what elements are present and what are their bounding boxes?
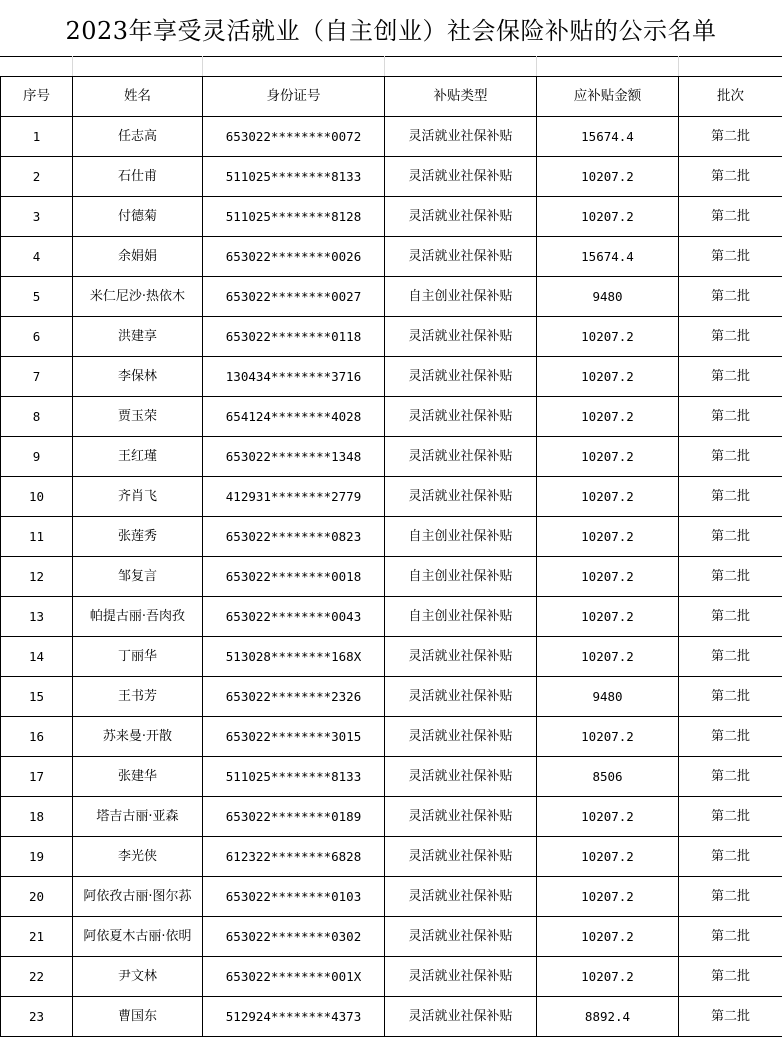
cell-amount: 10207.2 (537, 877, 679, 917)
cell-id-number: 653022********0026 (203, 237, 385, 277)
table-row (1, 437, 782, 477)
cell-amount: 9480 (537, 677, 679, 717)
cell-id-number: 653022********0823 (203, 517, 385, 557)
cell-id-number: 653022********2326 (203, 677, 385, 717)
cell-batch: 第二批 (679, 917, 782, 957)
grid-divider (536, 56, 537, 76)
table-row (1, 757, 782, 797)
cell-name: 阿依孜古丽·图尔荪 (73, 877, 203, 917)
cell-subsidy-type: 灵活就业社保补贴 (385, 317, 537, 357)
table-row (1, 997, 782, 1037)
cell-subsidy-type: 灵活就业社保补贴 (385, 797, 537, 837)
cell-batch: 第二批 (679, 157, 782, 197)
cell-batch: 第二批 (679, 757, 782, 797)
cell-amount: 10207.2 (537, 477, 679, 517)
cell-subsidy-type: 自主创业社保补贴 (385, 597, 537, 637)
table-row (1, 917, 782, 957)
cell-serial: 4 (1, 237, 73, 277)
page-title: 2023年享受灵活就业（自主创业）社会保险补贴的公示名单 (0, 0, 782, 57)
cell-id-number: 653022********0103 (203, 877, 385, 917)
cell-id-number: 512924********4373 (203, 997, 385, 1037)
cell-amount: 10207.2 (537, 837, 679, 877)
cell-id-number: 511025********8133 (203, 757, 385, 797)
cell-batch: 第二批 (679, 437, 782, 477)
cell-batch: 第二批 (679, 877, 782, 917)
cell-subsidy-type: 灵活就业社保补贴 (385, 157, 537, 197)
cell-serial: 2 (1, 157, 73, 197)
cell-id-number: 653022********0302 (203, 917, 385, 957)
cell-batch: 第二批 (679, 797, 782, 837)
table-header-row (1, 77, 782, 117)
cell-amount: 10207.2 (537, 397, 679, 437)
cell-amount: 10207.2 (537, 597, 679, 637)
cell-serial: 9 (1, 437, 73, 477)
cell-subsidy-type: 灵活就业社保补贴 (385, 757, 537, 797)
cell-name: 阿依夏木古丽·依明 (73, 917, 203, 957)
cell-amount: 10207.2 (537, 317, 679, 357)
cell-amount: 15674.4 (537, 237, 679, 277)
cell-batch: 第二批 (679, 677, 782, 717)
cell-name: 王红瑾 (73, 437, 203, 477)
cell-name: 苏来曼·开散 (73, 717, 203, 757)
cell-batch: 第二批 (679, 957, 782, 997)
cell-amount: 10207.2 (537, 557, 679, 597)
cell-serial: 5 (1, 277, 73, 317)
cell-batch: 第二批 (679, 837, 782, 877)
cell-id-number: 653022********1348 (203, 437, 385, 477)
cell-name: 李保林 (73, 357, 203, 397)
table-row (1, 637, 782, 677)
cell-amount: 10207.2 (537, 637, 679, 677)
cell-batch: 第二批 (679, 517, 782, 557)
cell-name: 齐肖飞 (73, 477, 203, 517)
cell-serial: 7 (1, 357, 73, 397)
cell-subsidy-type: 灵活就业社保补贴 (385, 877, 537, 917)
cell-amount: 8506 (537, 757, 679, 797)
cell-serial: 6 (1, 317, 73, 357)
cell-id-number: 653022********0043 (203, 597, 385, 637)
cell-id-number: 653022********0072 (203, 117, 385, 157)
cell-amount: 10207.2 (537, 517, 679, 557)
grid-divider (72, 56, 73, 76)
subsidy-table (0, 76, 782, 1037)
grid-divider (384, 56, 385, 76)
cell-serial: 3 (1, 197, 73, 237)
cell-id-number: 653022********0118 (203, 317, 385, 357)
cell-serial: 1 (1, 117, 73, 157)
cell-name: 余娟娟 (73, 237, 203, 277)
cell-serial: 14 (1, 637, 73, 677)
cell-subsidy-type: 灵活就业社保补贴 (385, 197, 537, 237)
cell-name: 洪建享 (73, 317, 203, 357)
cell-batch: 第二批 (679, 277, 782, 317)
cell-amount: 10207.2 (537, 917, 679, 957)
cell-amount: 10207.2 (537, 437, 679, 477)
table-row (1, 597, 782, 637)
cell-name: 付德菊 (73, 197, 203, 237)
header-id-number: 身份证号 (203, 77, 385, 117)
cell-name: 王书芳 (73, 677, 203, 717)
cell-batch: 第二批 (679, 397, 782, 437)
cell-subsidy-type: 灵活就业社保补贴 (385, 397, 537, 437)
header-amount: 应补贴金额 (537, 77, 679, 117)
cell-id-number: 653022********3015 (203, 717, 385, 757)
cell-amount: 9480 (537, 277, 679, 317)
cell-subsidy-type: 灵活就业社保补贴 (385, 997, 537, 1037)
cell-amount: 10207.2 (537, 157, 679, 197)
cell-name: 任志高 (73, 117, 203, 157)
cell-id-number: 654124********4028 (203, 397, 385, 437)
table-row (1, 677, 782, 717)
cell-id-number: 653022********0027 (203, 277, 385, 317)
cell-name: 尹文林 (73, 957, 203, 997)
cell-name: 邹复言 (73, 557, 203, 597)
cell-serial: 12 (1, 557, 73, 597)
cell-batch: 第二批 (679, 597, 782, 637)
cell-serial: 11 (1, 517, 73, 557)
table-row (1, 277, 782, 317)
cell-serial: 17 (1, 757, 73, 797)
empty-spreadsheet-row (0, 56, 782, 76)
cell-name: 石仕甫 (73, 157, 203, 197)
cell-id-number: 612322********6828 (203, 837, 385, 877)
table-row (1, 837, 782, 877)
cell-amount: 10207.2 (537, 197, 679, 237)
cell-serial: 22 (1, 957, 73, 997)
cell-batch: 第二批 (679, 117, 782, 157)
table-row (1, 157, 782, 197)
cell-serial: 18 (1, 797, 73, 837)
header-serial: 序号 (1, 77, 73, 117)
cell-subsidy-type: 灵活就业社保补贴 (385, 117, 537, 157)
cell-amount: 10207.2 (537, 717, 679, 757)
cell-subsidy-type: 灵活就业社保补贴 (385, 357, 537, 397)
cell-id-number: 511025********8128 (203, 197, 385, 237)
cell-amount: 8892.4 (537, 997, 679, 1037)
cell-subsidy-type: 自主创业社保补贴 (385, 557, 537, 597)
cell-serial: 13 (1, 597, 73, 637)
cell-amount: 10207.2 (537, 957, 679, 997)
cell-batch: 第二批 (679, 557, 782, 597)
cell-amount: 10207.2 (537, 797, 679, 837)
cell-subsidy-type: 灵活就业社保补贴 (385, 637, 537, 677)
cell-serial: 10 (1, 477, 73, 517)
cell-serial: 21 (1, 917, 73, 957)
grid-divider (202, 56, 203, 76)
cell-batch: 第二批 (679, 317, 782, 357)
cell-id-number: 130434********3716 (203, 357, 385, 397)
table-row (1, 117, 782, 157)
cell-subsidy-type: 灵活就业社保补贴 (385, 957, 537, 997)
cell-name: 张建华 (73, 757, 203, 797)
cell-batch: 第二批 (679, 637, 782, 677)
cell-name: 丁丽华 (73, 637, 203, 677)
table-row (1, 317, 782, 357)
cell-subsidy-type: 自主创业社保补贴 (385, 517, 537, 557)
table-row (1, 517, 782, 557)
cell-batch: 第二批 (679, 237, 782, 277)
table-row (1, 957, 782, 997)
cell-name: 张莲秀 (73, 517, 203, 557)
cell-name: 贾玉荣 (73, 397, 203, 437)
cell-batch: 第二批 (679, 477, 782, 517)
cell-name: 曹国东 (73, 997, 203, 1037)
header-name: 姓名 (73, 77, 203, 117)
cell-name: 塔吉古丽·亚森 (73, 797, 203, 837)
cell-subsidy-type: 灵活就业社保补贴 (385, 477, 537, 517)
cell-serial: 19 (1, 837, 73, 877)
table-row (1, 237, 782, 277)
cell-batch: 第二批 (679, 997, 782, 1037)
table-row (1, 557, 782, 597)
cell-id-number: 513028********168X (203, 637, 385, 677)
table-row (1, 357, 782, 397)
cell-name: 米仁尼沙·热依木 (73, 277, 203, 317)
cell-id-number: 653022********001X (203, 957, 385, 997)
cell-subsidy-type: 灵活就业社保补贴 (385, 237, 537, 277)
cell-amount: 15674.4 (537, 117, 679, 157)
cell-batch: 第二批 (679, 357, 782, 397)
cell-id-number: 511025********8133 (203, 157, 385, 197)
cell-id-number: 653022********0018 (203, 557, 385, 597)
cell-id-number: 653022********0189 (203, 797, 385, 837)
table-row (1, 197, 782, 237)
cell-serial: 16 (1, 717, 73, 757)
header-subsidy-type: 补贴类型 (385, 77, 537, 117)
cell-subsidy-type: 自主创业社保补贴 (385, 277, 537, 317)
cell-serial: 20 (1, 877, 73, 917)
table-row (1, 717, 782, 757)
cell-amount: 10207.2 (537, 357, 679, 397)
table-row (1, 877, 782, 917)
cell-serial: 8 (1, 397, 73, 437)
cell-subsidy-type: 灵活就业社保补贴 (385, 437, 537, 477)
table-row (1, 477, 782, 517)
cell-batch: 第二批 (679, 197, 782, 237)
header-batch: 批次 (679, 77, 782, 117)
cell-name: 帕提古丽·吾肉孜 (73, 597, 203, 637)
cell-subsidy-type: 灵活就业社保补贴 (385, 917, 537, 957)
grid-divider (678, 56, 679, 76)
cell-batch: 第二批 (679, 717, 782, 757)
table-row (1, 797, 782, 837)
cell-serial: 15 (1, 677, 73, 717)
cell-id-number: 412931********2779 (203, 477, 385, 517)
table-row (1, 397, 782, 437)
cell-subsidy-type: 灵活就业社保补贴 (385, 837, 537, 877)
cell-serial: 23 (1, 997, 73, 1037)
cell-subsidy-type: 灵活就业社保补贴 (385, 717, 537, 757)
cell-subsidy-type: 灵活就业社保补贴 (385, 677, 537, 717)
cell-name: 李光侠 (73, 837, 203, 877)
